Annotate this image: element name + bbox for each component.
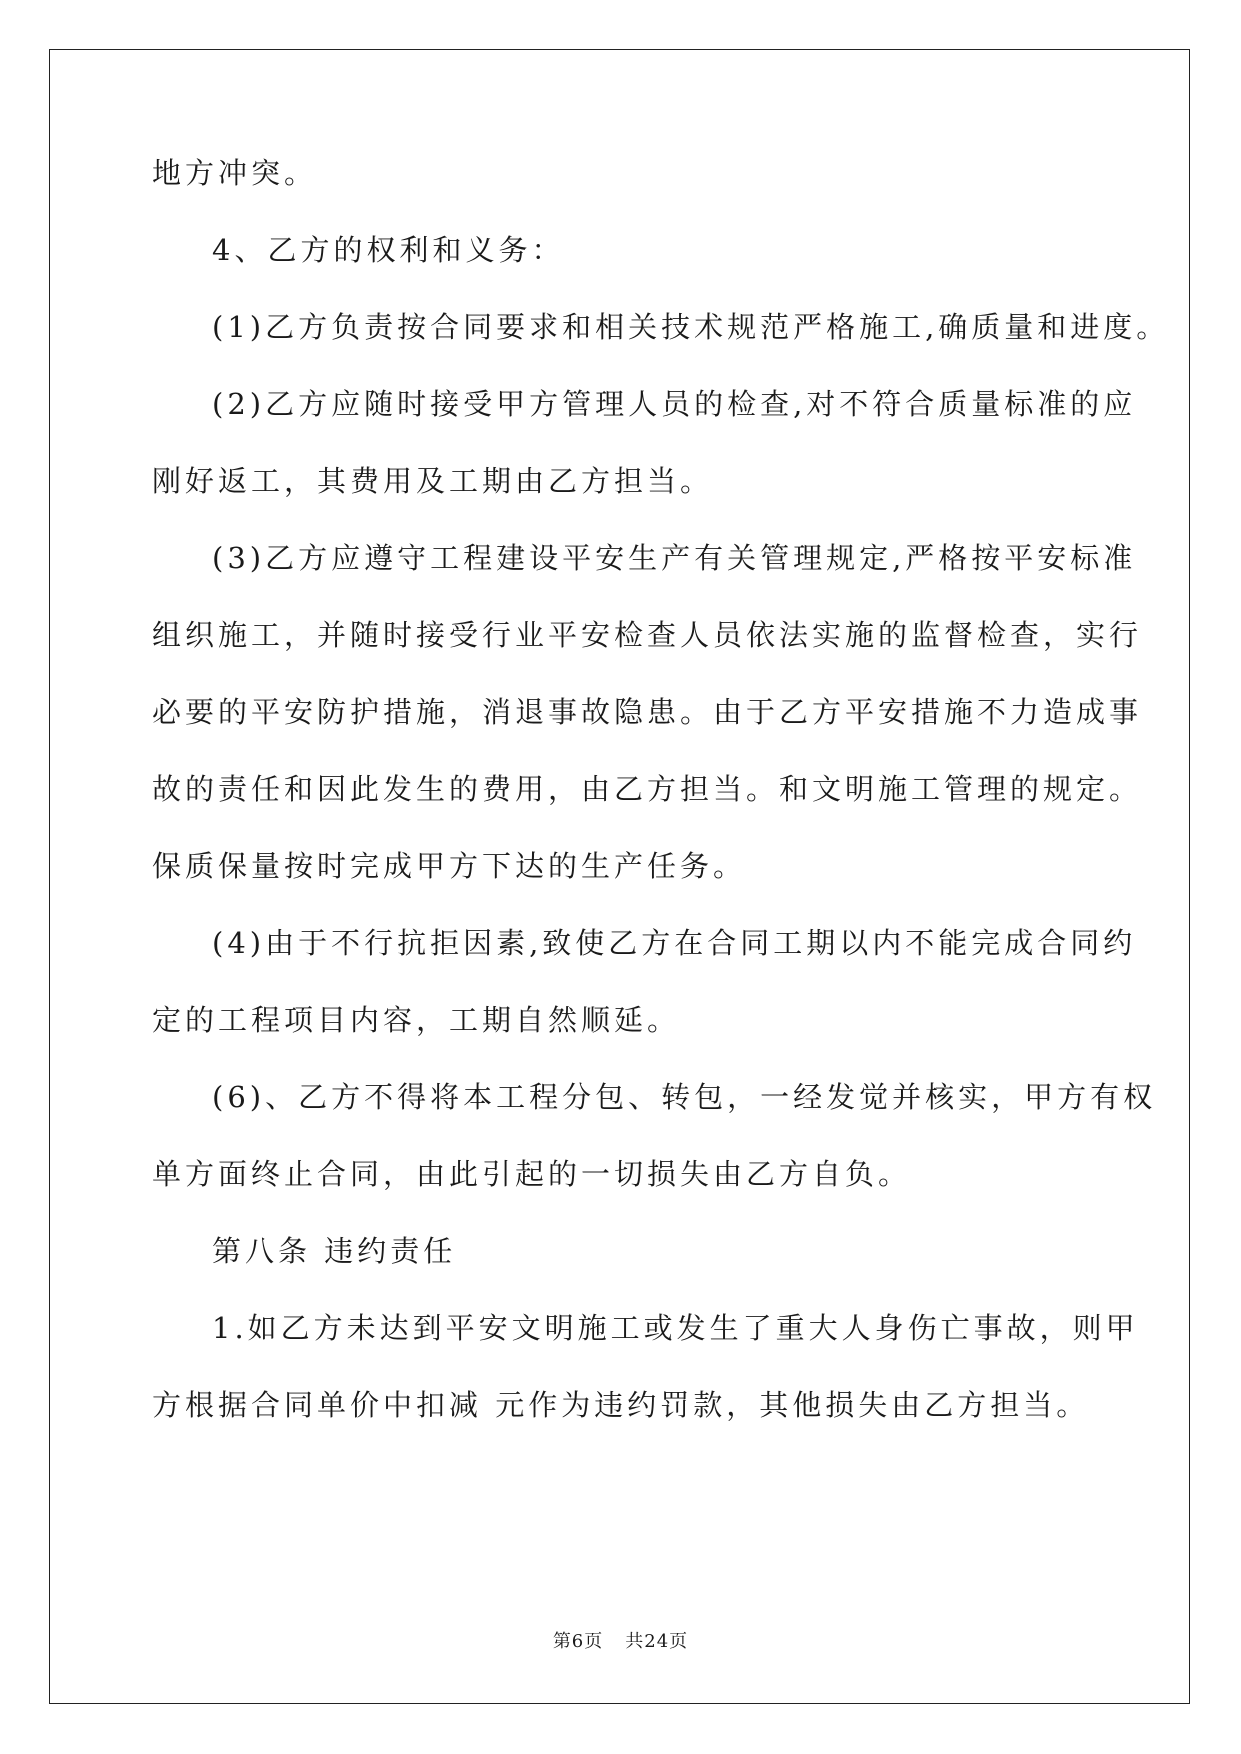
- text-line: 1.如乙方未达到平安文明施工或发生了重大人身伤亡事故，则甲: [212, 1311, 1139, 1345]
- text-line: 保质保量按时完成甲方下达的生产任务。: [152, 849, 747, 883]
- text-line: 组织施工，并随时接受行业平安检查人员依法实施的监督检查，实行: [152, 618, 1143, 652]
- page-footer: [0, 1627, 1241, 1653]
- text-line: (1)乙方负责按合同要求和相关技术规范严格施工,确质量和进度。: [212, 310, 1170, 344]
- text-line: 必要的平安防护措施，消退事故隐患。由于乙方平安措施不力造成事: [152, 695, 1143, 729]
- text-line: (2)乙方应随时接受甲方管理人员的检查,对不符合质量标准的应: [212, 387, 1137, 421]
- page-number: 第6页: [552, 1631, 604, 1652]
- text-line: 4、乙方的权利和义务：: [212, 233, 565, 267]
- text-line: 定的工程项目内容，工期自然顺延。: [152, 1003, 681, 1037]
- text-line: 单方面终止合同，由此引起的一切损失由乙方自负。: [152, 1157, 912, 1191]
- section-heading: 第八条 违约责任: [212, 1234, 457, 1268]
- text-line: 地方冲突。: [152, 156, 318, 190]
- text-line: (4)由于不行抗拒因素,致使乙方在合同工期以内不能完成合同约: [212, 926, 1137, 960]
- text-line: (6)、乙方不得将本工程分包、转包，一经发觉并核实，甲方有权: [212, 1080, 1157, 1114]
- page-total: 共24页: [625, 1631, 689, 1652]
- text-line: 刚好返工，其费用及工期由乙方担当。: [152, 464, 714, 498]
- text-line: 方根据合同单价中扣减 元作为违约罚款，其他损失由乙方担当。: [152, 1388, 1090, 1422]
- text-line: 故的责任和因此发生的费用，由乙方担当。和文明施工管理的规定。: [152, 772, 1143, 806]
- text-line: (3)乙方应遵守工程建设平安生产有关管理规定,严格按平安标准: [212, 541, 1137, 575]
